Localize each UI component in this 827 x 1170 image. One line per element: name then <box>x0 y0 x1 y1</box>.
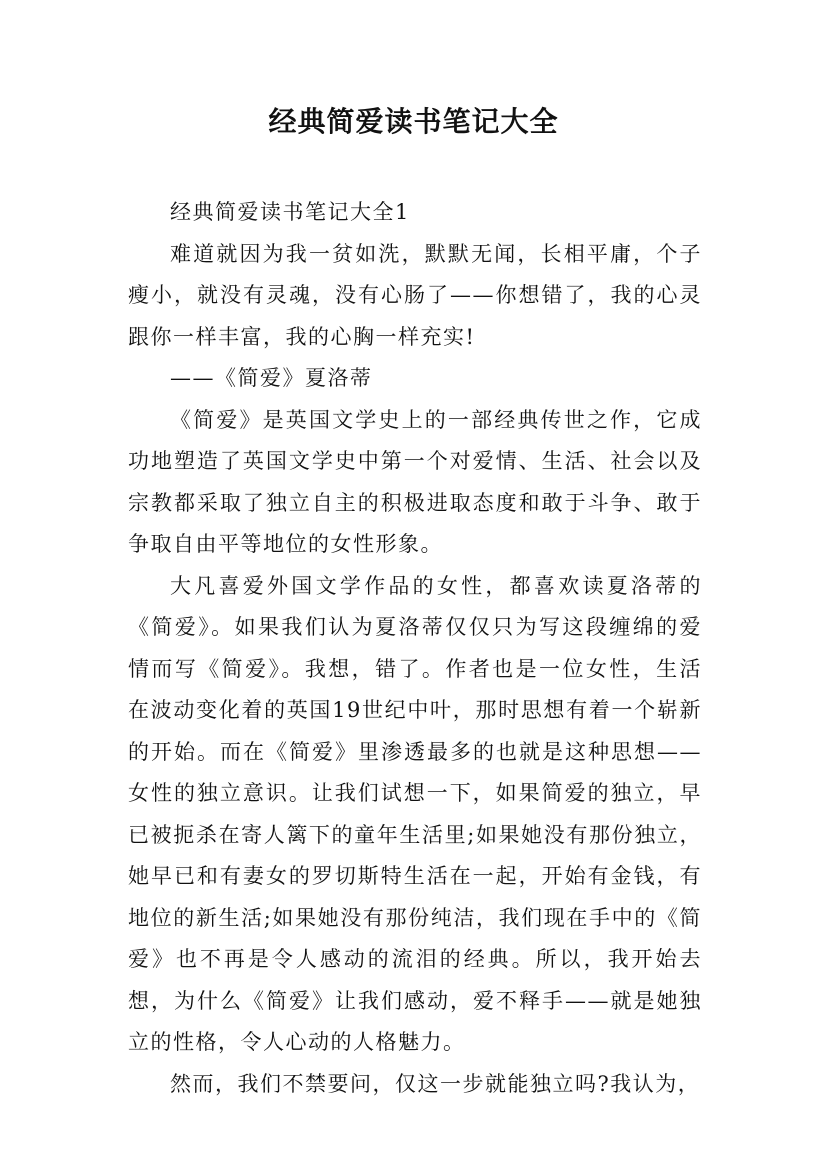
document-body <box>128 192 702 1105</box>
document-title: 经典简爱读书笔记大全 <box>268 105 559 138</box>
body-paragraph: 《简爱》是英国文学史上的一部经典传世之作，它成功地塑造了英国文学史中第一个对爱情、生活、社会以及宗教都采取了独立自主的积极进取态度和敢于斗争、敢于争取自由平等地位的女性形象。 <box>128 407 702 556</box>
body-paragraph: 大凡喜爱外国文学作品的女性，都喜欢读夏洛蒂的《简爱》。如果我们认为夏洛蒂仅仅只为写这段缠绵的爱情而写《简爱》。我想，错了。作者也是一位女性，生活在波动变化着的英国19世纪中叶，那时思想有着一个崭新的开始。而在《简爱》里渗透最多的也就是这种思想——女性的独立意识。让我们试想一下，如果简爱的独立，早已被扼杀在寄人篱下的童年生活里;如果她没有那份独立，她早已和有妻女的罗切斯特生活在一起，开始有金钱，有地位的新生活;如果她没有那份纯洁，我们现在手中的《简爱》也不再是令人感动的流泪的经典。所以，我开始去想，为什么《简爱》让我们感动，爱不释手——就是她独立的性格，令人心动的人格魅力。 <box>128 573 702 1054</box>
quote-attribution: ——《简爱》夏洛蒂 <box>170 366 373 390</box>
body-paragraph: 然而，我们不禁要问，仅这一步就能独立吗?我认为， <box>170 1071 701 1096</box>
section-heading: 经典简爱读书笔记大全1 <box>170 200 410 224</box>
quote-paragraph: 难道就因为我一贫如洗，默默无闻，长相平庸，个子瘦小，就没有灵魂，没有心肠了——你想错了，我的心灵跟你一样丰富，我的心胸一样充实! <box>128 241 702 349</box>
